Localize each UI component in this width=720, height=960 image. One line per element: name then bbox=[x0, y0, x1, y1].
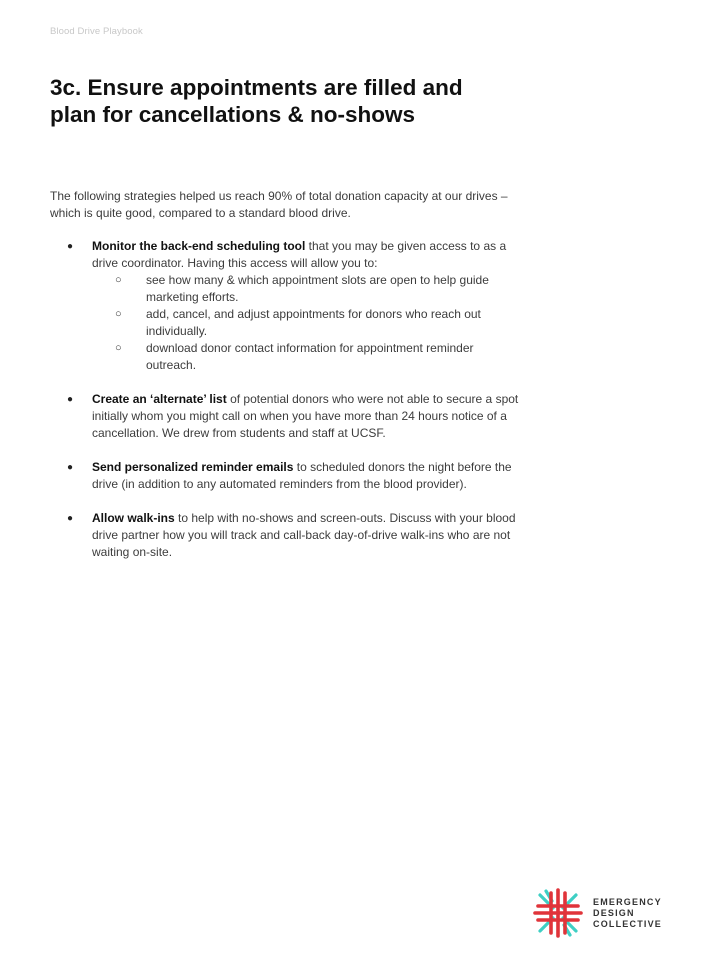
item-text: of potential donors who were not able to secure a spot initially whom you might call on when you have more than 24 hours notice of a cancellation. We drew from students and staff at UCSF. bbox=[92, 392, 519, 440]
logo-line: COLLECTIVE bbox=[593, 919, 663, 929]
list-item bbox=[0, 510, 520, 561]
sub-list bbox=[92, 272, 520, 374]
sub-item-text: see how many & which appointment slots are open to help guide marketing efforts. bbox=[146, 273, 489, 304]
bullet-icon: ● bbox=[67, 462, 74, 473]
logo-line: EMERGENCY bbox=[593, 897, 662, 907]
logo-mark-icon bbox=[532, 887, 584, 939]
list-item bbox=[0, 238, 520, 374]
list-item bbox=[0, 391, 520, 442]
item-heading: Monitor the back-end scheduling tool bbox=[92, 239, 306, 253]
sub-item-text: download donor contact information for appointment reminder outreach. bbox=[146, 341, 474, 372]
item-heading: Allow walk-ins bbox=[92, 511, 175, 525]
circle-bullet-icon: ○ bbox=[115, 274, 122, 286]
bullet-icon: ● bbox=[67, 394, 74, 405]
logo-line: DESIGN bbox=[593, 908, 635, 918]
sub-list-item bbox=[92, 272, 520, 306]
circle-bullet-icon: ○ bbox=[115, 342, 122, 354]
edc-logo bbox=[532, 887, 672, 941]
item-text: to help with no-shows and screen-outs. Discuss with your blood drive partner how you will track and call-back day-of-drive walk-ins who are not waiting on-site. bbox=[92, 511, 516, 559]
running-header: Blood Drive Playbook bbox=[50, 26, 143, 37]
logo-wordmark bbox=[593, 897, 662, 930]
sub-item-text: add, cancel, and adjust appointments for donors who reach out individually. bbox=[146, 307, 481, 338]
bullet-icon: ● bbox=[67, 241, 74, 252]
intro-paragraph: The following strategies helped us reach 90% of total donation capacity at our drives – which is quite good, compared to a standard blood drive. bbox=[50, 189, 508, 220]
sub-list-item bbox=[92, 340, 520, 374]
item-text: that you may be given access to as a drive coordinator. Having this access will allow you to: bbox=[92, 239, 507, 270]
item-text: to scheduled donors the night before the drive (in addition to any automated reminders from the blood provider). bbox=[92, 460, 512, 491]
section-title: 3c. Ensure appointments are filled and plan for cancellations & no-shows bbox=[50, 75, 463, 127]
item-heading: Create an ‘alternate’ list bbox=[92, 392, 227, 406]
bullet-icon: ● bbox=[67, 513, 74, 524]
circle-bullet-icon: ○ bbox=[115, 308, 122, 320]
list-item bbox=[0, 459, 520, 493]
sub-list-item bbox=[92, 306, 520, 340]
strategy-list bbox=[0, 238, 520, 578]
item-heading: Send personalized reminder emails bbox=[92, 460, 294, 474]
